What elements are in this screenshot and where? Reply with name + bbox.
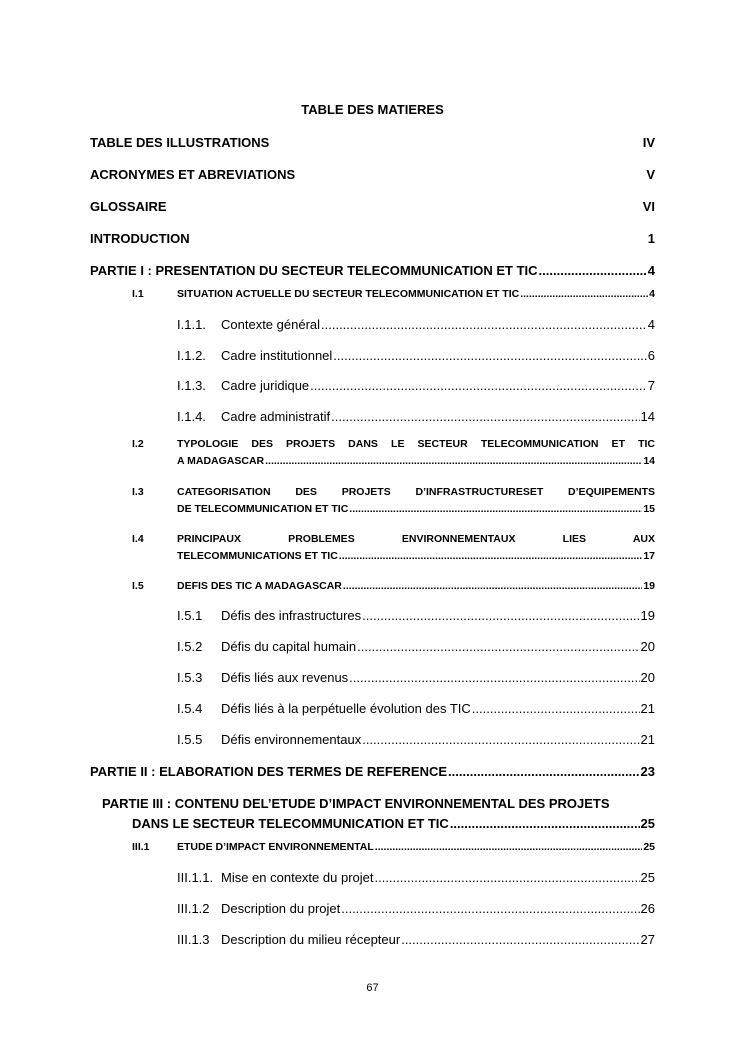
toc-number: I.5.2 [177, 639, 203, 654]
toc-number: III.1.1. [177, 870, 214, 885]
toc-entry-i3[interactable] [132, 486, 655, 522]
toc-entry-i1[interactable] [132, 288, 655, 302]
toc-leader [520, 288, 648, 300]
toc-entry-i4[interactable] [132, 533, 655, 569]
toc-entry-i5[interactable] [132, 580, 655, 594]
toc-label: Défis des infrastructures [221, 608, 362, 623]
toc-entry-partie-1[interactable] [90, 263, 655, 278]
toc-number: I.1.1. [177, 317, 206, 332]
toc-label: SITUATION ACTUELLE DU SECTEUR TELECOMMUNICATION ET TIC [177, 288, 520, 300]
toc-page: 4 [647, 317, 655, 332]
toc-label-line2: DANS LE SECTEUR TELECOMMUNICATION ET TIC [132, 816, 449, 831]
toc-label: ACRONYMES ET ABREVIATIONS [90, 167, 296, 182]
toc-page: 1 [647, 231, 655, 246]
toc-page: 27 [640, 932, 655, 947]
toc-page: 4 [649, 288, 655, 300]
toc-label-line2: A MADAGASCAR [177, 455, 265, 467]
toc-leader [339, 550, 643, 562]
toc-label: PARTIE II : ELABORATION DES TERMES DE REFERENCE [90, 764, 448, 779]
toc-page: V [646, 167, 655, 182]
toc-label: DEFIS DES TIC A MADAGASCAR [177, 580, 342, 592]
toc-label: GLOSSAIRE [90, 199, 167, 214]
toc-number: I.5.3 [177, 670, 203, 685]
toc-page: 6 [647, 348, 655, 363]
toc-leader [539, 263, 647, 278]
toc-label: Description du projet [221, 901, 341, 916]
toc-label-line1: CATEGORISATION DES PROJETS D’INFRASTRUCTURESET D’EQUIPEMENTS [177, 486, 655, 498]
toc-number: I.1.2. [177, 348, 206, 363]
toc-leader [362, 608, 639, 623]
toc-page: 19 [643, 580, 655, 592]
toc-label: Description du milieu récepteur [221, 932, 401, 947]
toc-page: IV [642, 135, 655, 150]
toc-label: PARTIE I : PRESENTATION DU SECTEUR TELECOMMUNICATION ET TIC [90, 263, 538, 278]
toc-page: 25 [643, 841, 655, 853]
toc-label: Cadre juridique [221, 378, 310, 393]
toc-label: Défis du capital humain [221, 639, 357, 654]
toc-page: 20 [640, 670, 655, 685]
toc-page: 7 [647, 378, 655, 393]
toc-entry-illustrations[interactable] [90, 135, 655, 150]
toc-label-line2: DE TELECOMMUNICATION ET TIC [177, 503, 349, 515]
toc-label-line1: PARTIE III : CONTENU DEL’ETUDE D’IMPACT ENVIRONNEMENTAL DES PROJETS [102, 796, 610, 811]
toc-label: Mise en contexte du projet [221, 870, 374, 885]
toc-label: Cadre administratif [221, 409, 331, 424]
toc-label-line2: TELECOMMUNICATIONS ET TIC [177, 550, 338, 562]
toc-number: I.5.4 [177, 701, 203, 716]
toc-entry-partie-2[interactable] [90, 764, 655, 779]
toc-leader [331, 409, 639, 424]
toc-page: 20 [640, 639, 655, 654]
toc-page: 14 [643, 455, 655, 467]
toc-page: VI [642, 199, 655, 214]
toc-entry-glossaire[interactable] [90, 199, 655, 214]
toc-label-line1: PRINCIPAUX PROBLEMES ENVIRONNEMENTAUX LIES AUX [177, 533, 655, 545]
toc-number: I.1.4. [177, 409, 206, 424]
toc-number: III.1.3 [177, 932, 210, 947]
toc-number: I.3 [132, 486, 144, 498]
toc-entry-iii1-1[interactable] [177, 870, 655, 885]
toc-number: I.5.1 [177, 608, 203, 623]
toc-leader [362, 732, 639, 747]
toc-entry-i1-2[interactable] [177, 348, 655, 363]
page-title: TABLE DES MATIERES [301, 102, 444, 117]
toc-page: 19 [640, 608, 655, 623]
toc-leader [333, 348, 646, 363]
toc-entry-i1-1[interactable] [177, 317, 655, 332]
toc-entry-i5-1[interactable] [177, 608, 655, 623]
page-number: 67 [366, 982, 379, 994]
toc-label: ETUDE D’IMPACT ENVIRONNEMENTAL [177, 841, 374, 853]
toc-leader [401, 932, 639, 947]
toc-leader [374, 870, 639, 885]
toc-page: 21 [640, 732, 655, 747]
toc-number: III.1 [132, 841, 150, 853]
toc-leader [375, 841, 643, 853]
toc-leader [450, 816, 640, 831]
toc-entry-i5-2[interactable] [177, 639, 655, 654]
toc-page: 21 [640, 701, 655, 716]
toc-label: INTRODUCTION [90, 231, 190, 246]
toc-page: 4 [647, 263, 655, 278]
toc-entry-i1-4[interactable] [177, 409, 655, 424]
toc-leader [343, 580, 642, 592]
toc-page: 26 [640, 901, 655, 916]
toc-entry-i5-3[interactable] [177, 670, 655, 685]
toc-leader [341, 901, 639, 916]
toc-entry-introduction[interactable] [90, 231, 655, 246]
toc-leader [310, 378, 647, 393]
toc-leader [349, 670, 639, 685]
toc-label: Contexte général [221, 317, 321, 332]
toc-page: 25 [640, 870, 655, 885]
toc-leader [349, 503, 642, 515]
toc-entry-i5-4[interactable] [177, 701, 655, 716]
toc-leader [321, 317, 647, 332]
toc-number: III.1.2 [177, 901, 210, 916]
toc-page: 17 [643, 550, 655, 562]
toc-entry-partie-3[interactable] [102, 796, 655, 831]
toc-entry-iii1-3[interactable] [177, 932, 655, 947]
toc-entry-iii1[interactable] [132, 841, 655, 855]
toc-entry-i5-5[interactable] [177, 732, 655, 747]
toc-leader [357, 639, 639, 654]
toc-leader [472, 701, 640, 716]
toc-leader [448, 764, 639, 779]
toc-label: Défis liés à la perpétuelle évolution des TIC [221, 701, 471, 716]
toc-number: I.1 [132, 288, 144, 300]
toc-number: I.1.3. [177, 378, 206, 393]
toc-number: I.5 [132, 580, 144, 592]
toc-label: Défis environnementaux [221, 732, 362, 747]
toc-leader [265, 455, 642, 467]
toc-label: TABLE DES ILLUSTRATIONS [90, 135, 270, 150]
toc-page: 23 [640, 764, 655, 779]
toc-entry-acronymes[interactable] [90, 167, 655, 182]
toc-number: I.5.5 [177, 732, 203, 747]
toc-number: I.2 [132, 438, 144, 450]
toc-label: Cadre institutionnel [221, 348, 333, 363]
toc-page: 14 [640, 409, 655, 424]
toc-entry-iii1-2[interactable] [177, 901, 655, 916]
toc-label-line1: TYPOLOGIE DES PROJETS DANS LE SECTEUR TELECOMMUNICATION ET TIC [177, 438, 655, 450]
toc-label: Défis liés aux revenus [221, 670, 349, 685]
toc-number: I.4 [132, 533, 144, 545]
toc-page: 25 [640, 816, 655, 831]
toc-page: 15 [643, 503, 655, 515]
toc-entry-i2[interactable] [132, 438, 655, 474]
toc-entry-i1-3[interactable] [177, 378, 655, 393]
